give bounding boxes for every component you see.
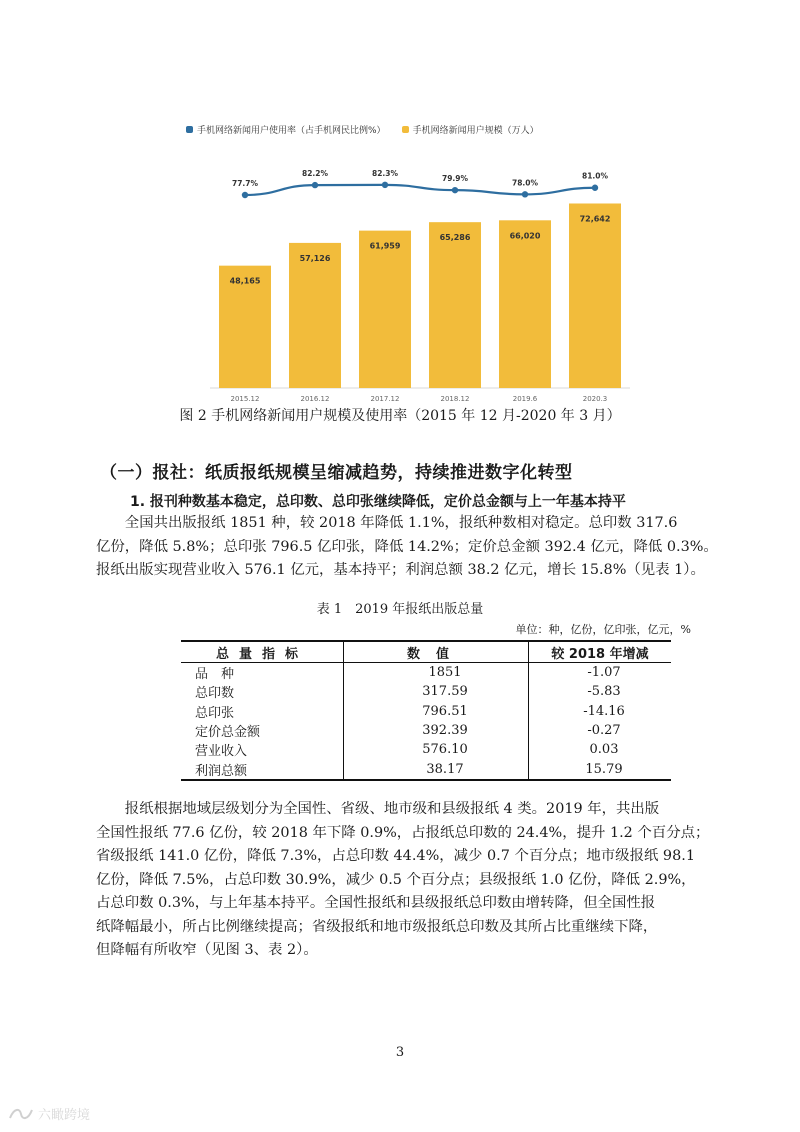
x-tick-label: 2015.12	[230, 395, 260, 403]
rate-point	[452, 187, 458, 193]
x-tick-label: 2019.6	[512, 395, 538, 403]
table-header-cell: 总量指标	[181, 641, 344, 663]
bar-value-label: 61,959	[369, 241, 401, 251]
table-cell: 利润总额	[181, 759, 344, 779]
legend-swatch-rate	[186, 126, 193, 133]
rate-value-label: 77.7%	[231, 179, 259, 188]
table-cell: 796.51	[344, 702, 529, 721]
table-unit: 单位：种，亿份，亿印张，亿元，%	[515, 623, 691, 636]
table-cell: 定价总金额	[181, 721, 344, 740]
table-cell: 392.39	[344, 721, 529, 740]
table-cell: 0.03	[589, 742, 619, 758]
watermark-text: 六瞰跨境	[38, 1108, 91, 1123]
table-cell: 总印数	[181, 682, 344, 701]
x-tick-label: 2018.12	[440, 395, 470, 403]
rate-point	[382, 182, 388, 188]
rate-value-label: 81.0%	[581, 171, 609, 181]
table-header-cell: 较 2018 年增减	[529, 641, 672, 663]
combo-chart	[210, 145, 640, 403]
chart-legend	[186, 123, 539, 136]
table-cell: -1.07	[587, 665, 621, 681]
bar-value-label: 48,165	[229, 276, 261, 286]
paragraph-2	[96, 798, 710, 963]
table-row	[181, 740, 671, 759]
legend-swatch-scale	[402, 126, 409, 133]
table-cell: 品 种	[181, 663, 344, 683]
paragraph-line: 但降幅有所收窄（见图 3、表 2）。	[96, 942, 318, 958]
bar	[499, 220, 551, 388]
table-cell: -5.83	[587, 684, 621, 700]
paragraph-1	[96, 512, 718, 583]
section-heading: （一）报社：纸质报纸规模呈缩减趋势，持续推进数字化转型	[100, 463, 573, 483]
paragraph-line: 报纸出版实现营业收入 576.1 亿元，基本持平；利润总额 38.2 亿元，增长 15.8%（见表 1）。	[96, 562, 705, 578]
rate-point	[242, 192, 248, 198]
table-row	[181, 702, 671, 721]
table-row	[181, 682, 671, 701]
x-tick-label: 2020.3	[582, 395, 608, 403]
rate-value-label: 78.0%	[511, 178, 539, 188]
bar-value-label: 65,286	[439, 233, 471, 243]
paragraph-line: 亿份，降低 7.5%，占总印数 30.9%，减少 0.5 个百分点；县级报纸 1.0 亿份，降低 2.9%，	[96, 871, 696, 888]
table-cell: 15.79	[529, 759, 672, 779]
rate-value-label: 82.3%	[371, 168, 399, 178]
x-tick-label: 2017.12	[370, 395, 400, 403]
rate-value-label: 82.2%	[301, 169, 329, 179]
table-cell: 576.10	[344, 740, 529, 759]
watermark	[8, 1104, 90, 1123]
legend-label-rate: 手机网络新闻用户使用率（占手机网民比例%）	[197, 126, 386, 136]
table-cell: 1851	[344, 663, 529, 683]
bar-value-label: 57,126	[299, 253, 331, 263]
paragraph-line: 全国共出版报纸 1851 种，较 2018 年降低 1.1%，报纸种数相对稳定。总印数 317.6	[124, 515, 678, 531]
table-header-row	[181, 641, 671, 663]
rate-point	[312, 182, 318, 188]
bar-value-label: 72,642	[579, 214, 611, 224]
rate-point	[592, 185, 598, 191]
table-cell: -0.27	[587, 723, 621, 739]
paragraph-line: 纸降幅最小，所占比例继续提高；省级报纸和地市级报纸总印数及其所占比重继续下降，	[96, 918, 658, 935]
bar	[289, 243, 341, 388]
data-table	[181, 640, 671, 781]
table-cell: 营业收入	[181, 740, 344, 759]
table-cell: 总印张	[181, 702, 344, 721]
table-row	[181, 663, 671, 683]
bar	[569, 203, 621, 388]
rate-point	[522, 191, 528, 197]
subsection-heading: 1. 报刊种数基本稳定，总印数、总印张继续降低，定价总金额与上一年基本持平	[130, 494, 626, 510]
table-header-cell: 数值	[344, 641, 529, 663]
table-cell: 38.17	[344, 759, 529, 779]
table-row	[181, 721, 671, 740]
figure-caption: 图 2 手机网络新闻用户规模及使用率（2015 年 12 月-2020 年 3 月）	[179, 408, 621, 424]
bar	[429, 222, 481, 388]
paragraph-line: 全国性报纸 77.6 亿份，较 2018 年下降 0.9%，占报纸总印数的 24.4%，提升 1.2 个百分点；	[96, 824, 710, 841]
table-title: 表 1 2019 年报纸出版总量	[316, 602, 484, 617]
x-tick-label: 2016.12	[300, 395, 330, 403]
bar-value-label: 66,020	[509, 231, 541, 241]
legend-item-scale	[402, 123, 539, 136]
table-row	[181, 759, 671, 779]
table-cell: -14.16	[583, 703, 625, 719]
paragraph-line: 报纸根据地域层级划分为全国性、省级、地市级和县级报纸 4 类。2019 年，共出版	[124, 801, 660, 817]
bar	[359, 231, 411, 388]
rate-line	[245, 185, 595, 195]
paragraph-line: 省级报纸 141.0 亿份，降低 7.3%，占总印数 44.4%，减少 0.7 个百分点；地市级报纸 98.1	[96, 848, 695, 864]
paragraph-line: 亿份，降低 5.8%；总印张 796.5 亿印张，降低 14.2%；定价总金额 392.4 亿元，降低 0.3%。	[96, 538, 718, 555]
table-cell: 317.59	[344, 682, 529, 701]
paragraph-line: 占总印数 0.3%，与上年基本持平。全国性报纸和县级报纸总印数由增转降，但全国性报	[96, 895, 656, 911]
legend-item-rate	[186, 123, 386, 136]
page-number: 3	[395, 1045, 405, 1060]
watermark-logo-icon	[8, 1106, 34, 1122]
legend-label-scale: 手机网络新闻用户规模（万人）	[412, 126, 539, 136]
rate-value-label: 79.9%	[441, 174, 469, 184]
